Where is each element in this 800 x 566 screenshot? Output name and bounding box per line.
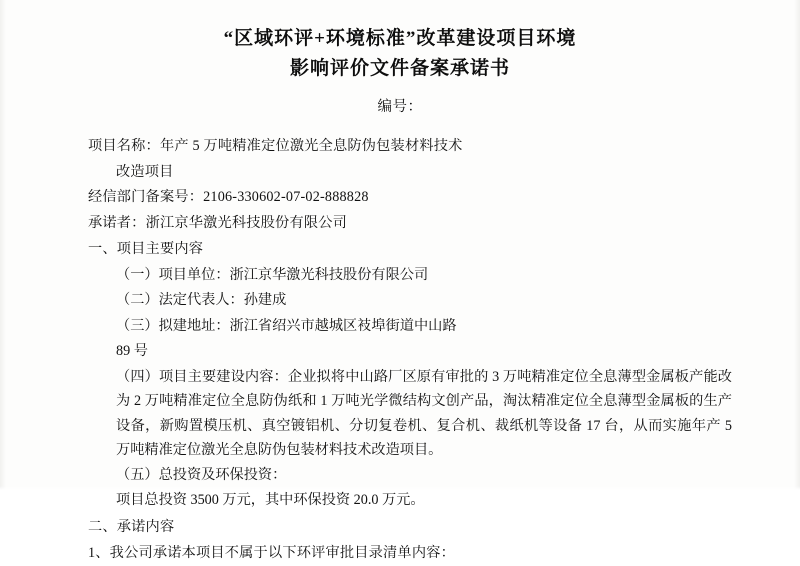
section-one-item-3-cont: 89 号 xyxy=(116,343,148,359)
item-2-marker: （二） xyxy=(116,292,159,308)
item-4-paragraph: 企业拟将中山路厂区原有审批的 3 万吨精准定位全息薄型金属板产能改为 2 万吨精准定位全息防伪纸和 1 万吨光学微结构文创产品，淘汰精准定位全息薄型金属板的生产设备，新购置模压机、真空镀铝机、分切复卷机、复合机、裁纸机等设备 17 台，从而实施年产 5 万吨精准定位激光全息防伪包装材料技术改造项目。 xyxy=(116,368,732,458)
section-one-heading: 一、项目主要内容 xyxy=(88,241,204,257)
item-5-marker: （五） xyxy=(116,466,159,483)
item-5-detail: 项目总投资 3500 万元，其中环保投资 20.0 万元。 xyxy=(116,492,425,508)
item-3-marker: （三） xyxy=(116,317,159,334)
item-3-label: 拟建地址： xyxy=(158,317,230,334)
section-two-heading: 二、承诺内容 xyxy=(88,518,175,535)
item-2-label: 法定代表人： xyxy=(158,292,244,308)
field-record-number-value: 2106-330602-07-02-888828 xyxy=(203,189,369,205)
field-promisor xyxy=(88,211,732,236)
section-one-item-2 xyxy=(88,288,732,313)
title-line-1: “区域环评+环境标准”改革建设项目环境 xyxy=(223,28,577,49)
document-number: 编号： xyxy=(377,99,423,115)
field-project-name-value: 年产 5 万吨精准定位激光全息防伪包装材料技术 xyxy=(159,138,463,154)
section-one-item-5 xyxy=(88,463,732,488)
document-title xyxy=(60,24,740,84)
field-project-name-cont: 改造项目 xyxy=(116,163,174,180)
item-4-marker: （四） xyxy=(116,368,159,385)
item-3-text: 浙江省绍兴市越城区衼埠街道中山路 xyxy=(229,317,457,334)
item-1-marker: （一） xyxy=(116,266,159,283)
title-line-2: 影响评价文件备案承诺书 xyxy=(289,58,510,79)
item-1-text: 浙江京华激光科技股份有限公司 xyxy=(229,266,429,283)
field-project-name xyxy=(88,134,732,159)
page-bottom-fade xyxy=(0,486,800,490)
item-5-label: 总投资及环保投资： xyxy=(158,466,287,483)
item-2-text: 孙建成 xyxy=(243,292,287,308)
field-promisor-value: 浙江京华激光科技股份有限公司 xyxy=(145,214,347,231)
page-edge-left xyxy=(0,0,6,490)
section-one-item-3 xyxy=(88,314,732,339)
item-4-label: 项目主要建设内容： xyxy=(158,368,288,385)
document-body xyxy=(60,134,740,566)
page-edge-right xyxy=(794,0,800,490)
section-one-item-4 xyxy=(88,365,732,463)
section-one-item-1 xyxy=(88,263,732,288)
item-1-label: 项目单位： xyxy=(158,266,230,283)
section-two-item-1: 1、我公司承诺本项目不属于以下环评审批目录清单内容： xyxy=(88,545,455,561)
field-record-number-label: 经信部门备案号： xyxy=(88,189,204,205)
field-project-name-label: 项目名称： xyxy=(88,138,160,154)
field-record-number xyxy=(88,185,732,210)
field-promisor-label: 承诺者： xyxy=(88,214,146,231)
